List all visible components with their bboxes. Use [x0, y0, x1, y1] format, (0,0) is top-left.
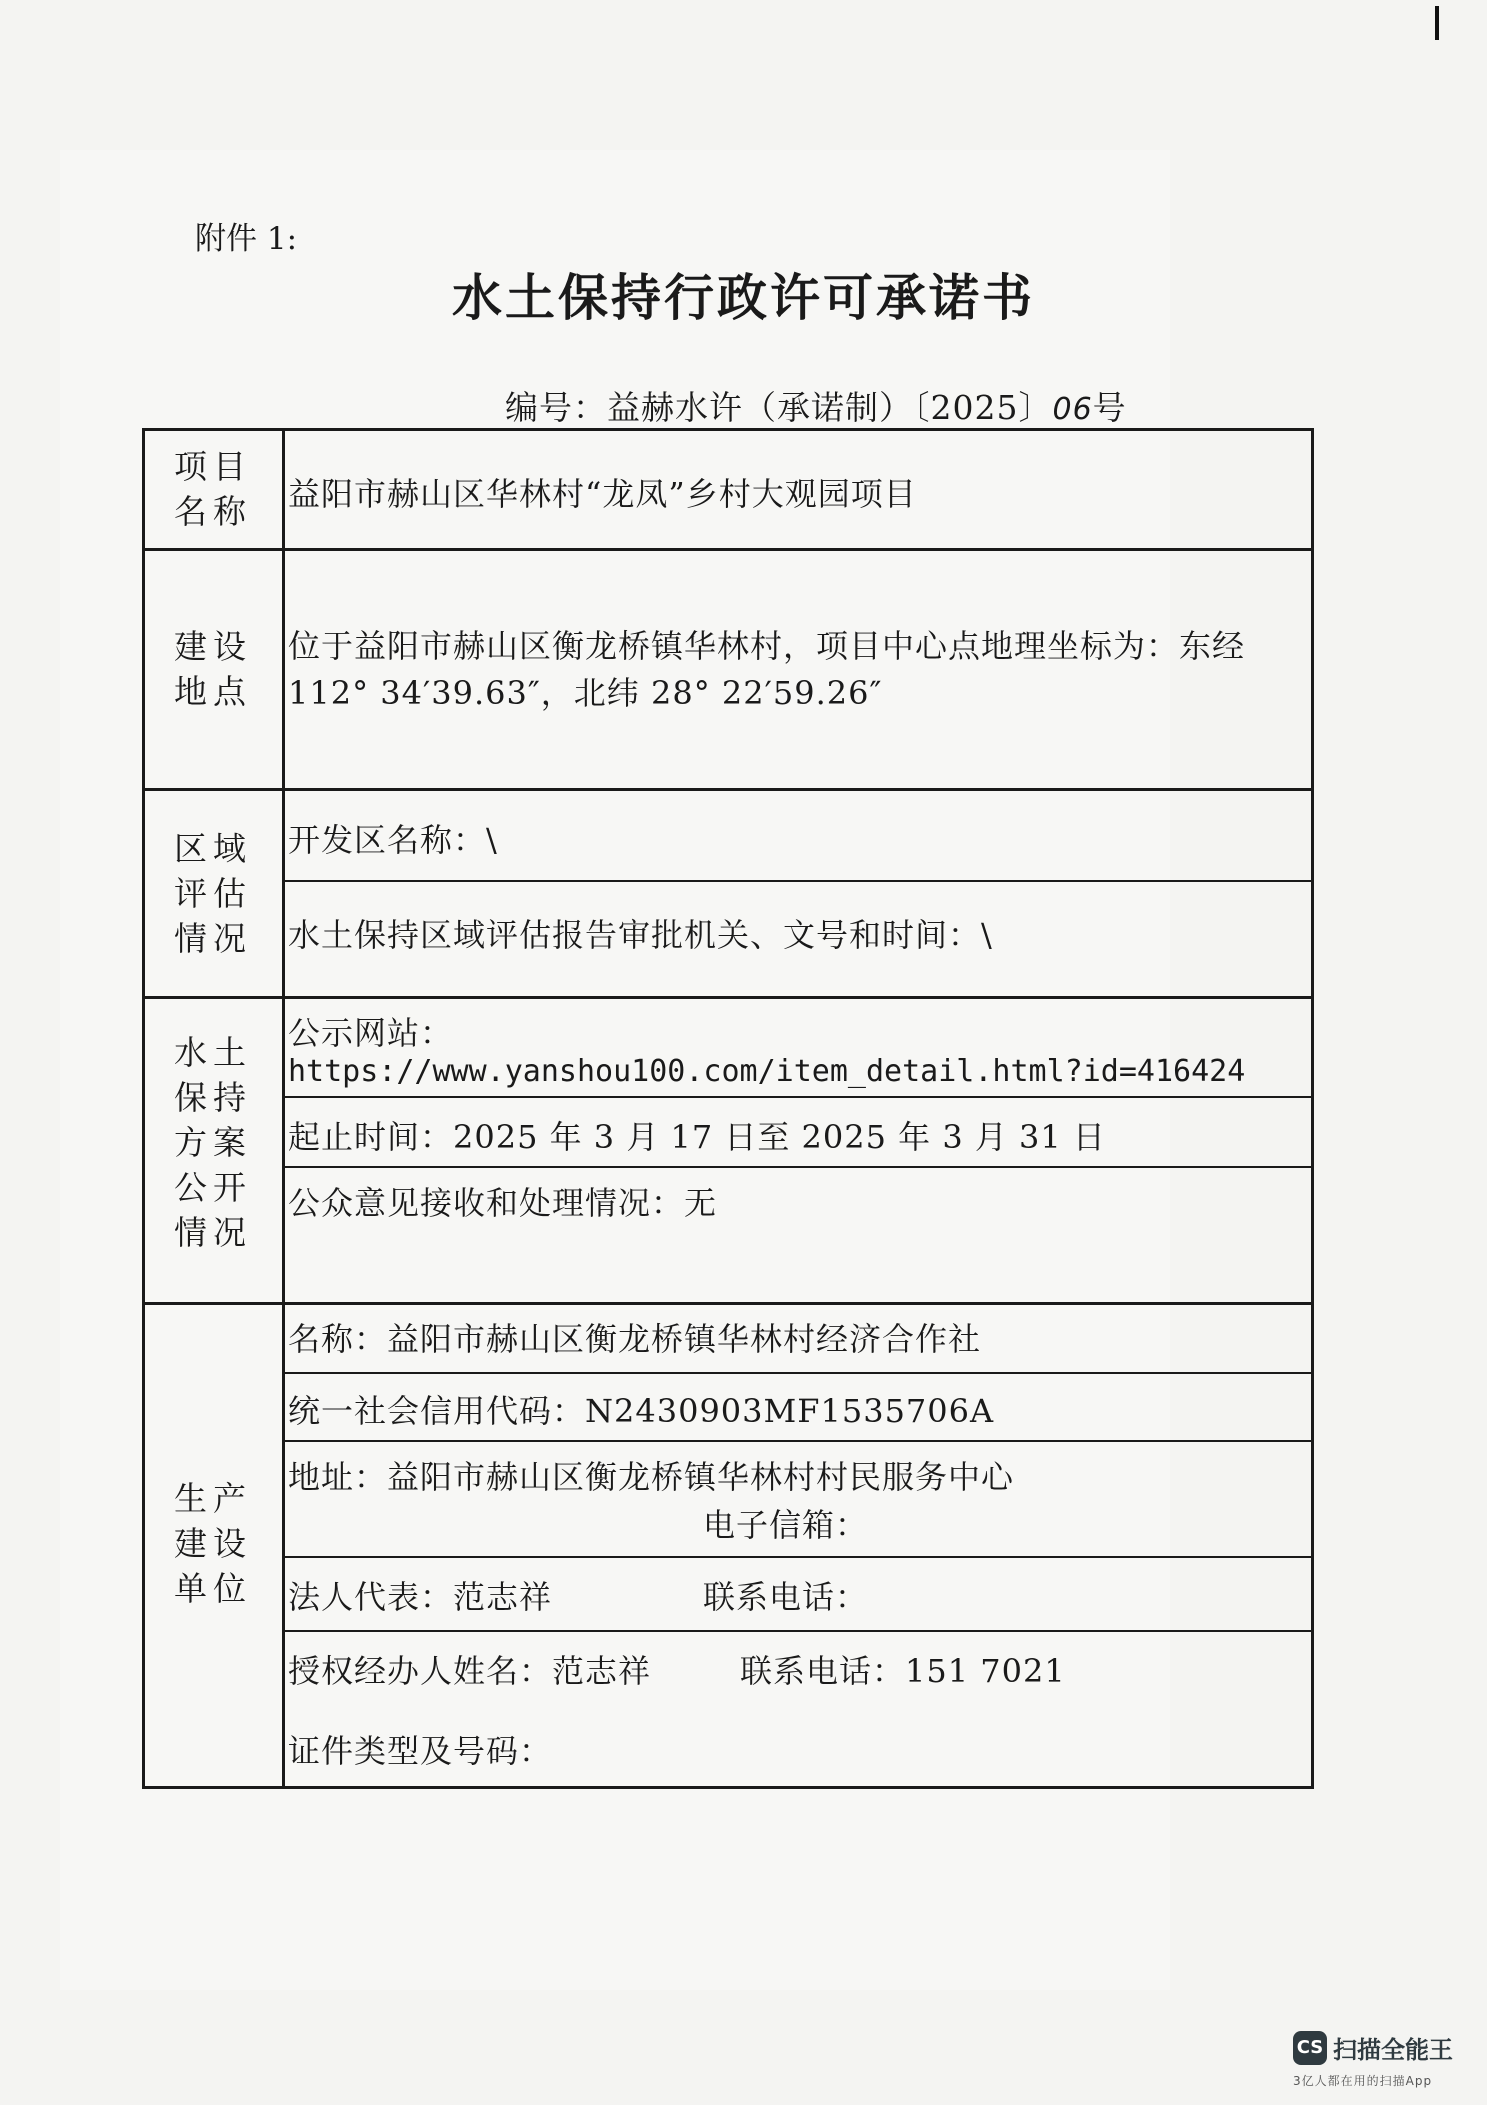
row-divider-6	[282, 1166, 1314, 1168]
label-line: 项目	[174, 447, 252, 486]
legal-phone: 联系电话：	[703, 1578, 869, 1616]
row-divider-1	[142, 548, 1314, 551]
label-line: 方案	[174, 1123, 252, 1162]
label-line: 名称	[174, 492, 252, 531]
label-line: 地点	[174, 672, 252, 711]
agent-name: 授权经办人姓名：范志祥	[288, 1652, 652, 1690]
camscanner-logo	[1293, 2030, 1453, 2065]
label-line: 评估	[174, 874, 252, 913]
label-line: 区域	[174, 829, 252, 868]
public-feedback: 公众意见接收和处理情况：无	[288, 1184, 718, 1222]
row-divider-10	[282, 1556, 1314, 1558]
legal-representative: 法人代表：范志祥	[288, 1578, 553, 1616]
builder-address: 地址：益阳市赫山区衡龙桥镇华林村村民服务中心	[288, 1458, 1015, 1496]
logo-tagline: 3亿人都在用的扫描App	[1293, 2074, 1433, 2088]
row-divider-4	[142, 996, 1314, 999]
label-line: 情况	[174, 1213, 252, 1252]
label-line: 建设	[174, 627, 252, 666]
regional-approval-field: 水土保持区域评估报告审批机关、文号和时间：\	[288, 916, 993, 954]
project-name-value: 益阳市赫山区华林村“龙凤”乡村大观园项目	[288, 475, 917, 513]
location-label	[142, 624, 284, 714]
row-divider-9	[282, 1440, 1314, 1442]
label-line: 水土	[174, 1033, 252, 1072]
scan-mark	[1435, 6, 1439, 40]
builder-label	[142, 1476, 284, 1611]
table-border-bottom	[142, 1786, 1314, 1789]
plan-disclosure-label	[142, 1030, 284, 1255]
label-line: 情况	[174, 919, 252, 958]
location-line-1: 位于益阳市赫山区衡龙桥镇华林村，项目中心点地理坐标为：东经	[288, 627, 1246, 665]
disclosure-period: 起止时间：2025 年 3 月 17 日至 2025 年 3 月 31 日	[288, 1118, 1106, 1156]
number-suffix: 号	[1092, 388, 1127, 427]
id-type-field: 证件类型及号码：	[288, 1732, 553, 1770]
attachment-label: 附件 1:	[195, 221, 298, 257]
label-line: 公开	[174, 1168, 252, 1207]
logo-name: 扫描全能王	[1333, 2036, 1453, 2064]
number-handwritten: 06	[1052, 392, 1093, 427]
table-border-right	[1311, 428, 1314, 1789]
label-line: 建设	[174, 1524, 252, 1563]
number-prefix: 编号：益赫水许（承诺制）〔2025〕	[505, 388, 1053, 427]
location-line-2: 112° 34′39.63″，北纬 28° 22′59.26″	[288, 674, 883, 712]
row-divider-2	[142, 788, 1314, 791]
row-divider-3	[282, 880, 1314, 882]
project-name-label	[142, 444, 284, 534]
label-line: 单位	[174, 1569, 252, 1608]
label-line: 生产	[174, 1479, 252, 1518]
label-line: 保持	[174, 1078, 252, 1117]
website-label: 公示网站：	[288, 1014, 454, 1052]
builder-name: 名称：益阳市赫山区衡龙桥镇华林村经济合作社	[288, 1320, 982, 1358]
website-url: https://www.yanshou100.com/item_detail.html?id=416424	[288, 1054, 1246, 1089]
table-border-top	[142, 428, 1314, 431]
credit-code: 统一社会信用代码：N2430903MF1535706A	[288, 1392, 995, 1430]
row-divider-7	[142, 1302, 1314, 1305]
document-number	[505, 382, 1127, 429]
document-title: 水土保持行政许可承诺书	[452, 268, 1035, 327]
row-divider-5	[282, 1096, 1314, 1098]
cs-badge-icon: CS	[1293, 2031, 1327, 2065]
regional-assessment-label	[142, 826, 284, 961]
agent-phone: 联系电话：151 7021	[740, 1652, 1066, 1690]
email-field: 电子信箱：	[703, 1506, 869, 1544]
row-divider-8	[282, 1372, 1314, 1374]
zone-name-field: 开发区名称：\	[288, 821, 498, 859]
row-divider-11	[282, 1630, 1314, 1632]
